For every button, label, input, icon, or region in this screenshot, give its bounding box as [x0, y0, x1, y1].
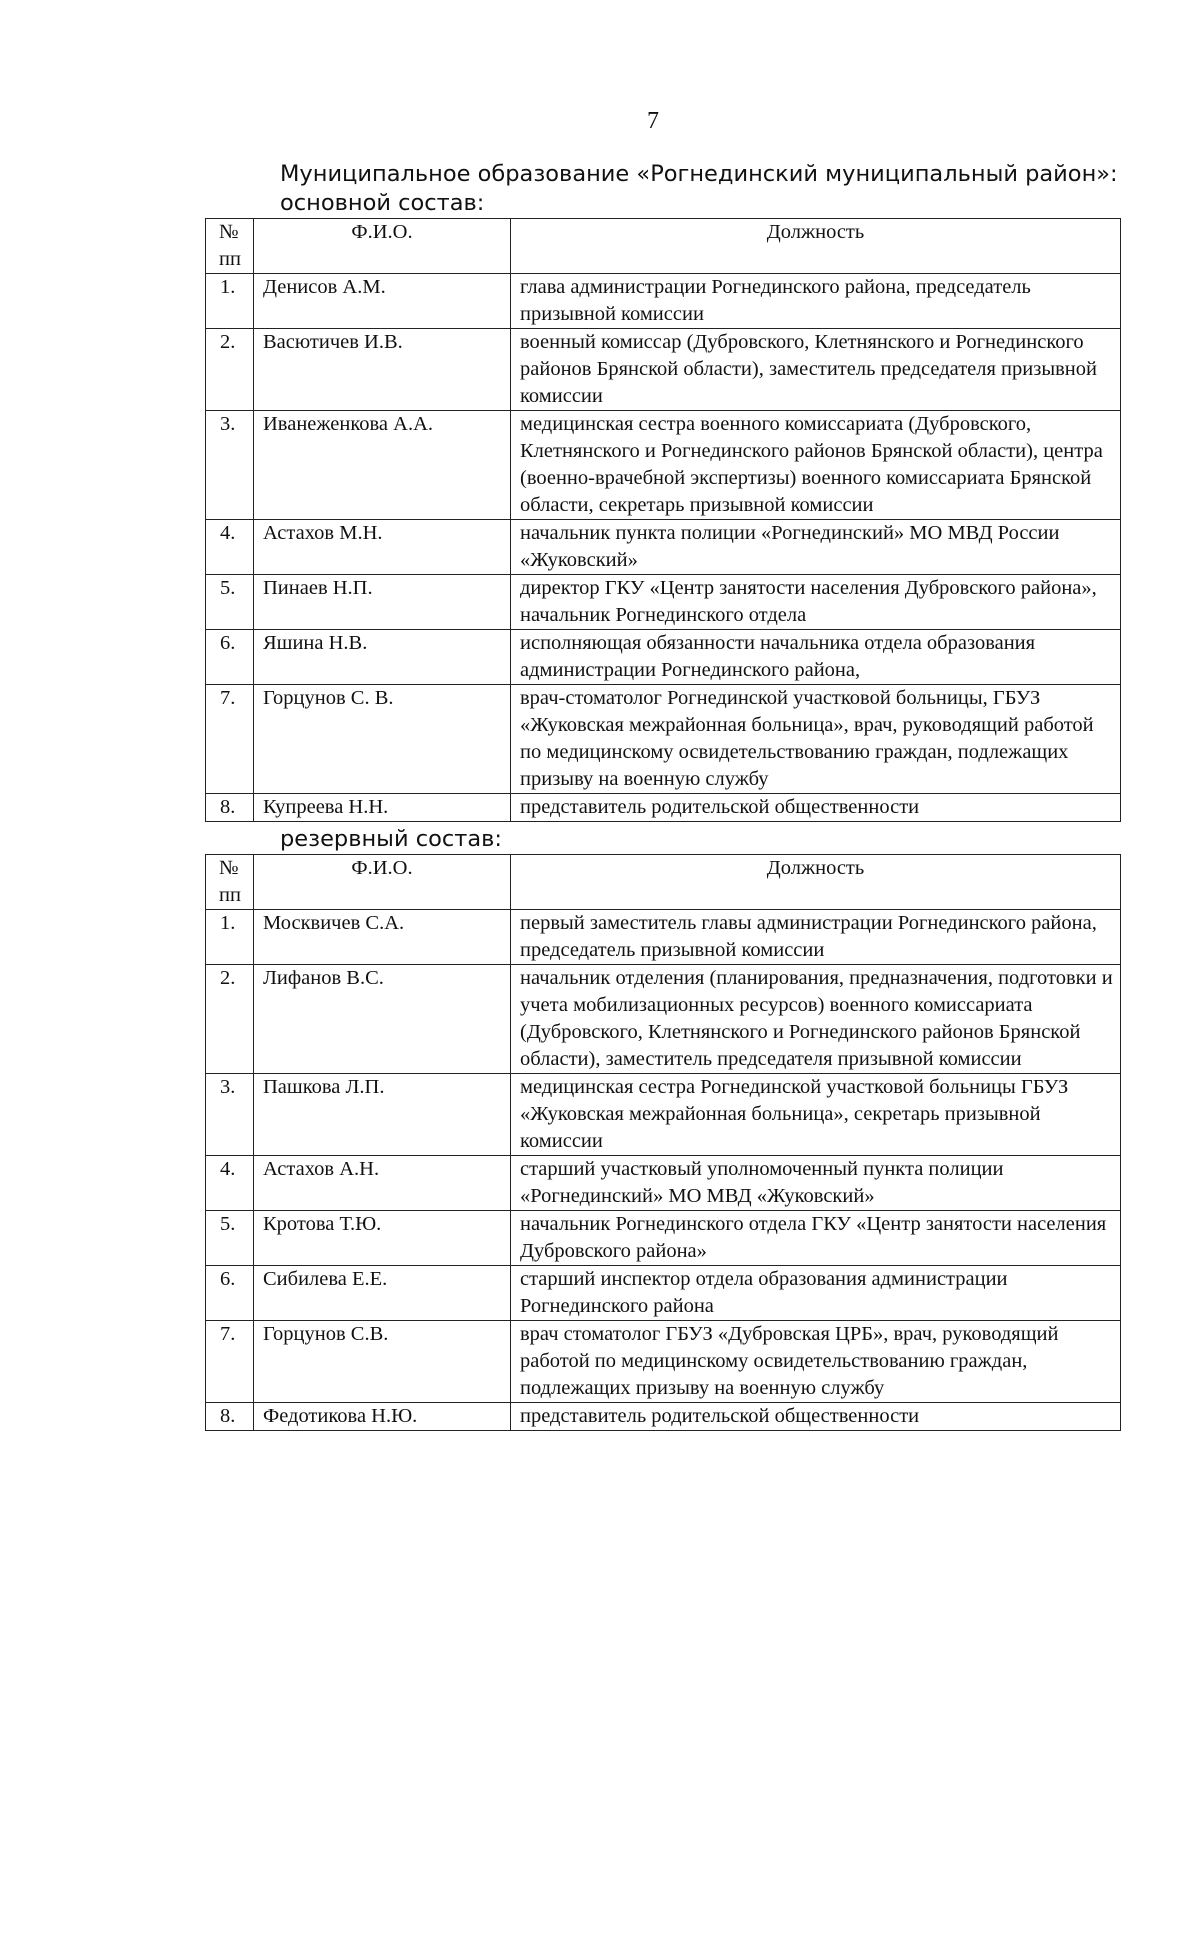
table-row — [206, 910, 1121, 965]
table-row — [206, 794, 1121, 822]
row-number: 6. — [206, 1266, 254, 1321]
row-number: 4. — [206, 1156, 254, 1211]
member-position: медицинская сестра военного комиссариата (Дубровского, Клетнянского и Рогнединского районов Брянской области), центра (военно-врачебной экспертизы) военного комиссариата Брянской области, секретарь призывной комиссии — [511, 411, 1121, 520]
column-header-name: Ф.И.О. — [254, 855, 511, 910]
member-name: Горцунов С. В. — [254, 685, 511, 794]
row-number: 7. — [206, 1321, 254, 1403]
reserve-roster-body — [206, 910, 1121, 1431]
member-name: Москвичев С.А. — [254, 910, 511, 965]
member-name: Горцунов С.В. — [254, 1321, 511, 1403]
table-row — [206, 1266, 1121, 1321]
member-name: Иванеженкова А.А. — [254, 411, 511, 520]
row-number: 3. — [206, 1074, 254, 1156]
table-row — [206, 575, 1121, 630]
member-position: первый заместитель главы администрации Рогнединского района, председатель призывной комиссии — [511, 910, 1121, 965]
row-number: 1. — [206, 910, 254, 965]
row-number: 4. — [206, 520, 254, 575]
member-position: директор ГКУ «Центр занятости населения Дубровского района», начальник Рогнединского отдела — [511, 575, 1121, 630]
row-number: 5. — [206, 575, 254, 630]
column-header-name: Ф.И.О. — [254, 219, 511, 274]
main-roster-subtitle: основной состав: — [280, 190, 485, 216]
member-position: начальник отделения (планирования, предназначения, подготовки и учета мобилизационных ресурсов) военного комиссариата (Дубровского, Клетнянского и Рогнединского районов Брянской области), заместитель председателя призывной комиссии — [511, 965, 1121, 1074]
section-heading — [280, 160, 1118, 218]
column-header-position: Должность — [511, 219, 1121, 274]
member-position: начальник пункта полиции «Рогнединский» МО МВД России «Жуковский» — [511, 520, 1121, 575]
table-header-row — [206, 855, 1121, 910]
member-name: Васютичев И.В. — [254, 329, 511, 411]
table-row — [206, 1403, 1121, 1431]
main-roster-body — [206, 274, 1121, 822]
member-position: исполняющая обязанности начальника отдела образования администрации Рогнединского района, — [511, 630, 1121, 685]
row-number: 8. — [206, 794, 254, 822]
table-row — [206, 329, 1121, 411]
table-header-row — [206, 219, 1121, 274]
reserve-roster-subtitle: резервный состав: — [280, 826, 502, 852]
row-number: 2. — [206, 965, 254, 1074]
table-row — [206, 630, 1121, 685]
member-name: Астахов М.Н. — [254, 520, 511, 575]
member-position: представитель родительской общественности — [511, 1403, 1121, 1431]
table-row — [206, 274, 1121, 329]
member-position: глава администрации Рогнединского района, председатель призывной комиссии — [511, 274, 1121, 329]
column-header-number: № пп — [206, 855, 254, 910]
table-row — [206, 965, 1121, 1074]
row-number: 5. — [206, 1211, 254, 1266]
table-row — [206, 1074, 1121, 1156]
row-number: 3. — [206, 411, 254, 520]
table-row — [206, 1321, 1121, 1403]
member-name: Яшина Н.В. — [254, 630, 511, 685]
table-row — [206, 411, 1121, 520]
member-position: врач стоматолог ГБУЗ «Дубровская ЦРБ», врач, руководящий работой по медицинскому освидетельствованию граждан, подлежащих призыву на военную службу — [511, 1321, 1121, 1403]
row-number: 6. — [206, 630, 254, 685]
main-roster-table — [205, 218, 1121, 822]
member-position: представитель родительской общественности — [511, 794, 1121, 822]
table-row — [206, 1156, 1121, 1211]
row-number: 8. — [206, 1403, 254, 1431]
member-name: Кротова Т.Ю. — [254, 1211, 511, 1266]
table-row — [206, 520, 1121, 575]
member-name: Лифанов В.С. — [254, 965, 511, 1074]
member-position: медицинская сестра Рогнединской участковой больницы ГБУЗ «Жуковская межрайонная больница», секретарь призывной комиссии — [511, 1074, 1121, 1156]
row-number: 1. — [206, 274, 254, 329]
row-number: 2. — [206, 329, 254, 411]
member-position: врач-стоматолог Рогнединской участковой больницы, ГБУЗ «Жуковская межрайонная больница», врач, руководящий работой по медицинскому освидетельствованию граждан, подлежащих призыву на военную службу — [511, 685, 1121, 794]
member-position: старший участковый уполномоченный пункта полиции «Рогнединский» МО МВД «Жуковский» — [511, 1156, 1121, 1211]
row-number: 7. — [206, 685, 254, 794]
member-position: старший инспектор отдела образования администрации Рогнединского района — [511, 1266, 1121, 1321]
column-header-position: Должность — [511, 855, 1121, 910]
member-name: Пинаев Н.П. — [254, 575, 511, 630]
member-name: Сибилева Е.Е. — [254, 1266, 511, 1321]
member-name: Астахов А.Н. — [254, 1156, 511, 1211]
member-position: военный комиссар (Дубровского, Клетнянского и Рогнединского районов Брянской области), заместитель председателя призывной комиссии — [511, 329, 1121, 411]
table-row — [206, 1211, 1121, 1266]
reserve-roster-table — [205, 854, 1121, 1431]
member-name: Федотикова Н.Ю. — [254, 1403, 511, 1431]
member-name: Купреева Н.Н. — [254, 794, 511, 822]
column-header-number: № пп — [206, 219, 254, 274]
page-number: 7 — [647, 108, 659, 134]
member-name: Пашкова Л.П. — [254, 1074, 511, 1156]
member-position: начальник Рогнединского отдела ГКУ «Центр занятости населения Дубровского района» — [511, 1211, 1121, 1266]
member-name: Денисов А.М. — [254, 274, 511, 329]
table-row — [206, 685, 1121, 794]
municipality-title: Муниципальное образование «Рогнединский муниципальный район»: — [280, 161, 1118, 187]
